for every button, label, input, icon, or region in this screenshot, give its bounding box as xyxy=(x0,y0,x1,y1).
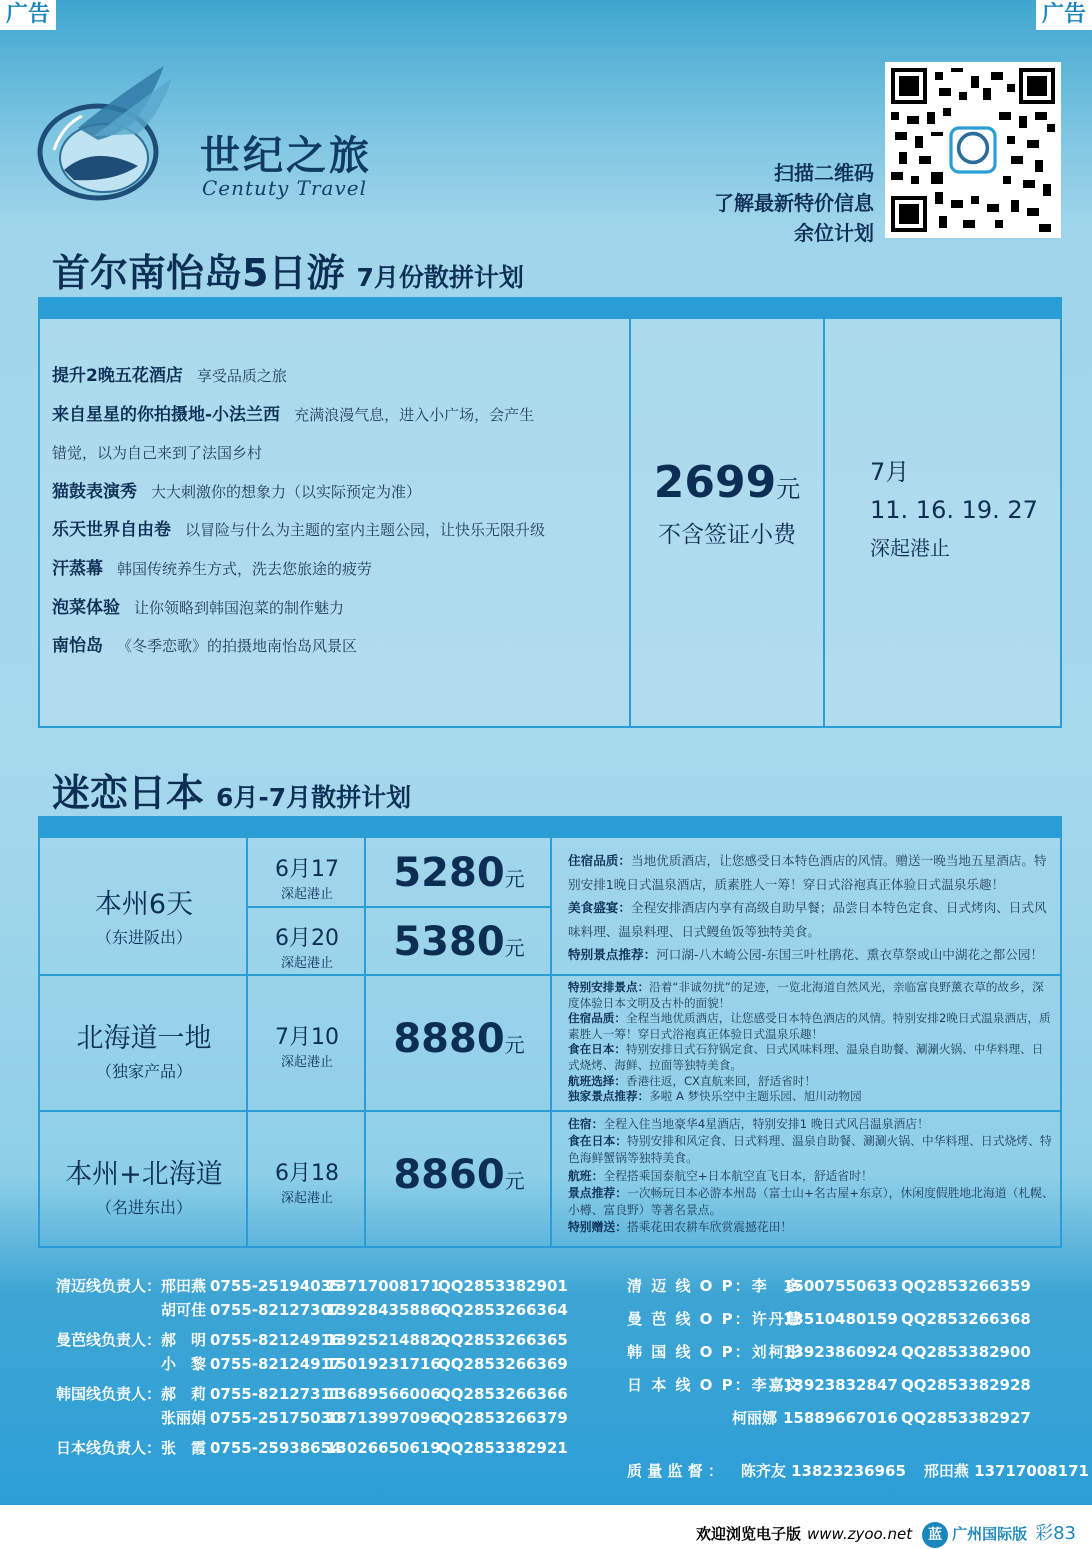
qr-caption xyxy=(714,158,874,248)
tour-price: 5380元 xyxy=(393,919,525,965)
korea-title xyxy=(52,242,524,297)
contacts-operators xyxy=(627,1274,1031,1439)
qr-line-1: 扫描二维码 xyxy=(774,161,874,185)
contact-row: 曼芭线负责人：郝 明 0755-8212491613925214882QQ2853266365 xyxy=(55,1331,568,1349)
korea-feature: 提升2晚五花酒店 享受品质之旅 xyxy=(52,366,287,386)
site-link[interactable]: www.zyoo.net xyxy=(806,1525,913,1543)
korea-feature: 猫鼓表演秀 大大刺激你的想象力（以实际预定为准） xyxy=(52,481,422,502)
korea-feature: 南怡岛 《冬季恋歌》的拍摄地南怡岛风景区 xyxy=(52,636,358,657)
route-honshu-hokkaido: 本州+北海道 （名进东出） xyxy=(65,1159,223,1217)
japan-header-band xyxy=(38,816,1062,836)
tour-price: 8880元 xyxy=(393,1016,525,1062)
japan-title-main: 迷恋日本 xyxy=(52,771,205,815)
japan-subtitle: 6月-7月散拼计划 xyxy=(216,783,412,812)
contacts-managers xyxy=(52,1274,568,1460)
korea-title-main: 首尔南怡岛5日游 xyxy=(52,251,345,295)
ad-label-right: 广告 xyxy=(1036,0,1092,30)
contact-row: 曼 芭 线 O P：许丹慧13510480159 QQ2853266368 xyxy=(627,1310,1031,1328)
contact-row: 柯丽娜 15889667016 QQ2853382927 xyxy=(731,1409,1031,1427)
korea-price xyxy=(630,457,824,549)
contact-row: 胡可佳 0755-8212730713928435886QQ2853266364 xyxy=(160,1301,568,1319)
qr-line-3: 余位计划 xyxy=(794,221,874,245)
brand-name-cn: 世纪之旅 xyxy=(200,133,372,179)
korea-header-band xyxy=(38,297,1062,317)
tour-description: 住宿：全程入住当地豪华4星酒店，特别安排1 晚日式风吕温泉酒店！ 食在日本：特别安排和风定食、日式料理、温泉自助餐、涮涮火锅、中华料理、日式烧烤、特色海鲜蟹锅等独特美食。 航班：全程搭乘国泰航空+日本航空直飞日本，舒适省时！ 景点推荐：一次畅玩日本必游本州岛（富士山+名古屋+东京），休闲度假胜地北海道（札幌、小樽、富良野）等著名景点。 特别赠送：搭乘花田农耕车欣赏震撼花田！ xyxy=(568,1117,1054,1235)
quality-supervision: 质 量 监 督 ： 陈齐友 13823236965 邢田燕 13717008171 xyxy=(627,1462,1089,1480)
departure-date: 6月20 深起港止 xyxy=(275,926,339,971)
brand-name-en: Centuty Travel xyxy=(202,176,367,200)
korea-price-value: 2699 xyxy=(653,457,777,508)
contact-row: 小 黎 0755-8212491715019231716QQ2853266369 xyxy=(160,1355,568,1373)
contact-row: 韩 国 线 O P：刘柯彤13923860924 QQ2853382900 xyxy=(627,1343,1031,1361)
qr-code-icon xyxy=(891,68,1055,232)
japan-row-honshu-hokkaido xyxy=(40,1112,1060,1246)
departure-date: 7月10 深起港止 xyxy=(275,1025,339,1070)
korea-date-list: 11. 16. 19. 27 xyxy=(870,496,1038,524)
korea-price-unit: 元 xyxy=(776,475,801,503)
korea-price-note: 不含签证小费 xyxy=(658,522,796,548)
korea-feature: 乐天世界自由卷 以冒险与什么为主题的室内主题公园，让快乐无限升级 xyxy=(52,520,546,541)
tour-price: 8860元 xyxy=(393,1152,525,1198)
contact-row: 张丽娟 0755-2517503013713997096QQ2853266379 xyxy=(160,1409,568,1427)
korea-month: 7月 xyxy=(870,458,910,486)
route-hokkaido: 北海道一地 （独家产品） xyxy=(76,1023,212,1081)
contact-row: 日 本 线 O P：李嘉文13923832847 QQ2853382928 xyxy=(627,1376,1031,1394)
tour-description: 住宿品质：当地优质酒店，让您感受日本特色酒店的风情。赠送一晚当地五星酒店。特别安排1晚日式温泉酒店，质素胜人一筹！穿日式浴袍真正体验日式温泉乐趣！ 美食盛宴：全程安排酒店内享有高级自助早餐；品尝日本特色定食、日式烤肉、日式风味料理、温泉料理、日式鳗鱼饭等独特美食。 特别景点推荐：河口湖-八木崎公园-东国三叶杜鹃花、熏衣草祭或山中湖花之都公园！ xyxy=(568,853,1047,962)
korea-subtitle: 7月份散拼计划 xyxy=(356,263,524,292)
korea-feature-list xyxy=(52,357,627,666)
contact-row: 韩国线负责人：郝 莉 0755-8212731113689566006QQ2853266366 xyxy=(55,1385,568,1403)
contact-row: 清 迈 线 O P：李 多15007550633 QQ2853266359 xyxy=(627,1277,1031,1295)
contact-row: 清迈线负责人：邢田燕 0755-2519403513717008171QQ2853382901 xyxy=(55,1277,568,1295)
departure-date: 6月18 深起港止 xyxy=(275,1161,339,1206)
korea-departure: 深起港止 xyxy=(870,536,950,560)
korea-feature: 汗蒸幕 韩国传统养生方式，洗去您旅途的疲劳 xyxy=(52,558,373,579)
japan-row-hokkaido xyxy=(40,976,1060,1112)
korea-feature: 来自星星的你拍摄地-小法兰西 充满浪漫气息，进入小广场，会产生 xyxy=(52,404,535,425)
brand-badge-icon: 蓝 xyxy=(922,1522,948,1548)
korea-feature: 泡菜体验 让你领略到韩国泡菜的制作魅力 xyxy=(52,597,345,618)
tour-description: 特别安排景点：沿着“非诚勿扰”的足迹，一览北海道自然风光，亲临富良野薰衣草的故乡，深度体验日本文明及古朴的面貌！ 住宿品质：全程当地优质酒店，让您感受日本特色酒店的风情。特别安排2晚日式温泉酒店，质素胜人一筹！穿日式浴袍真正体验日式温泉乐趣！ 食在日本：特别安排日式石狩锅定食、日式风味料理、温泉自助餐、涮涮火锅、中华料理、日式烧烤、海鲜、拉面等独特美食。 航班选择：香港往返，CX直航来回，舒适省时！ 独家景点推荐：多啦 A 梦快乐空中主题乐园、旭川动物园 xyxy=(568,980,1051,1104)
footer xyxy=(0,1505,1092,1549)
page-number: 彩83 xyxy=(1035,1523,1076,1544)
ad-label-left: 广告 xyxy=(0,0,56,30)
footer-text: 欢迎浏览电子版 www.zyoo.net 蓝 广州国际版 彩83 xyxy=(696,1519,1076,1548)
departure-date: 6月17 深起港止 xyxy=(275,857,339,902)
route-honshu: 本州6天 （东进阪出） xyxy=(94,889,194,947)
korea-feature: 错觉，以为自己来到了法国乡村 xyxy=(52,444,263,463)
qr-line-2: 了解最新特价信息 xyxy=(714,191,874,215)
japan-tour-table xyxy=(38,836,1062,1248)
qr-code[interactable] xyxy=(885,62,1061,238)
korea-dates xyxy=(870,453,1038,567)
tour-price: 5280元 xyxy=(393,850,525,896)
korea-tour-table xyxy=(38,317,1062,728)
japan-title xyxy=(52,762,411,817)
contact-row: 日本线负责人：张 霞 0755-2593865413026650619QQ2853382921 xyxy=(55,1439,568,1457)
japan-row-honshu xyxy=(40,838,1060,976)
